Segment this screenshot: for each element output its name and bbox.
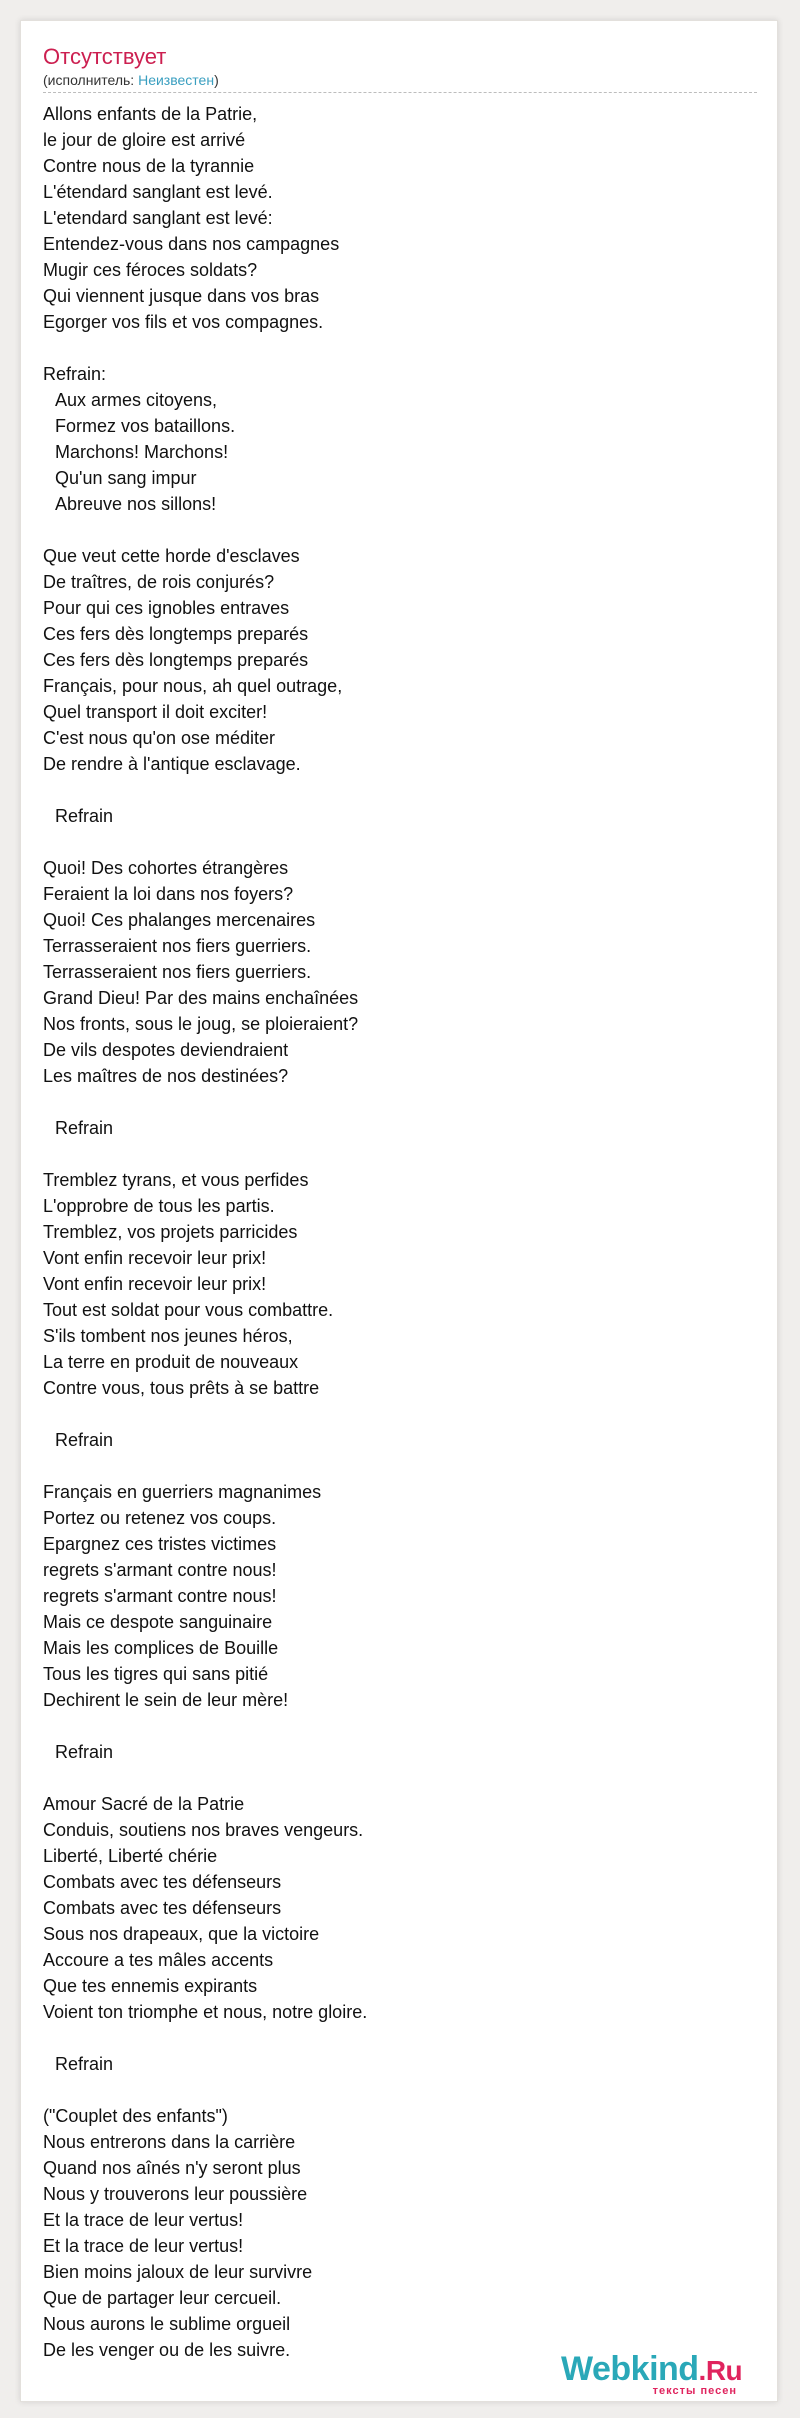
lyric-line: Refrain	[55, 1118, 114, 1138]
lyric-line: Amour Sacré de la Patrie	[43, 1794, 245, 1814]
artist-line	[43, 71, 219, 89]
lyric-line	[43, 2025, 757, 2051]
lyric-line: De vils despotes deviendraient	[43, 1040, 289, 1060]
lyric-line: Qui viennent jusque dans vos bras	[43, 286, 320, 306]
lyric-line: Quel transport il doit exciter!	[43, 702, 268, 722]
lyric-line	[43, 1401, 757, 1427]
lyric-line: Que de partager leur cercueil.	[43, 2288, 282, 2308]
lyric-line	[43, 335, 757, 361]
lyric-line: De rendre à l'antique esclavage.	[43, 754, 301, 774]
lyric-line: Allons enfants de la Patrie,	[43, 104, 258, 124]
lyric-line: Formez vos bataillons.	[55, 416, 236, 436]
lyric-line: Liberté, Liberté chérie	[43, 1846, 218, 1866]
lyric-line	[43, 777, 757, 803]
lyric-line: Combats avec tes défenseurs	[43, 1872, 282, 1892]
lyric-line: Feraient la loi dans nos foyers?	[43, 884, 294, 904]
lyric-line: Mais ce despote sanguinaire	[43, 1612, 273, 1632]
lyric-line: C'est nous qu'on ose méditer	[43, 728, 276, 748]
lyric-line: Quoi! Des cohortes étrangères	[43, 858, 289, 878]
lyric-line: Aux armes citoyens,	[55, 390, 218, 410]
lyric-line: Combats avec tes défenseurs	[43, 1898, 282, 1918]
lyric-line: Pour qui ces ignobles entraves	[43, 598, 290, 618]
lyric-line: Marchons! Marchons!	[55, 442, 229, 462]
lyric-line: Nous y trouverons leur poussière	[43, 2184, 308, 2204]
lyric-line: Contre vous, tous prêts à se battre	[43, 1378, 320, 1398]
lyric-line: Français, pour nous, ah quel outrage,	[43, 676, 343, 696]
lyric-line: Nous aurons le sublime orgueil	[43, 2314, 291, 2334]
artist-link[interactable]: Неизвестен	[138, 72, 215, 88]
lyric-line: Terrasseraient nos fiers guerriers.	[43, 936, 312, 956]
lyric-line: Sous nos drapeaux, que la victoire	[43, 1924, 320, 1944]
lyric-line: Entendez-vous dans nos campagnes	[43, 234, 340, 254]
lyric-line: Tremblez, vos projets parricides	[43, 1222, 298, 1242]
lyric-line: Epargnez ces tristes victimes	[43, 1534, 277, 1554]
lyric-line: Et la trace de leur vertus!	[43, 2210, 244, 2230]
lyric-line: Portez ou retenez vos coups.	[43, 1508, 277, 1528]
logo-main: Webkind	[561, 2350, 699, 2388]
lyric-line: Nous entrerons dans la carrière	[43, 2132, 296, 2152]
lyric-line: Refrain:	[43, 364, 107, 384]
lyric-line: le jour de gloire est arrivé	[43, 130, 246, 150]
logo-suffix: .Ru	[698, 2355, 743, 2386]
lyric-line: regrets s'armant contre nous!	[43, 1560, 277, 1580]
divider	[43, 92, 757, 93]
lyric-line	[43, 829, 757, 855]
lyric-line: Mugir ces féroces soldats?	[43, 260, 258, 280]
lyric-line: Ces fers dès longtemps preparés	[43, 624, 309, 644]
webkind-logo[interactable]	[561, 2349, 751, 2397]
lyric-line: Mais les complices de Bouille	[43, 1638, 279, 1658]
song-title: Отсутствует	[43, 44, 167, 69]
lyric-line	[43, 1141, 757, 1167]
lyric-line: Conduis, soutiens nos braves vengeurs.	[43, 1820, 364, 1840]
lyric-line: Grand Dieu! Par des mains enchaînées	[43, 988, 359, 1008]
lyric-line: Français en guerriers magnanimes	[43, 1482, 322, 1502]
lyric-line: S'ils tombent nos jeunes héros,	[43, 1326, 293, 1346]
lyric-line: L'opprobre de tous les partis.	[43, 1196, 275, 1216]
logo-tagline: тексты песен	[652, 2385, 737, 2397]
lyric-line: Refrain	[55, 1430, 114, 1450]
lyric-line: Tous les tigres qui sans pitié	[43, 1664, 269, 1684]
lyric-line: ("Couplet des enfants")	[43, 2106, 228, 2126]
lyric-line: De traîtres, de rois conjurés?	[43, 572, 275, 592]
lyric-line: Refrain	[55, 806, 114, 826]
lyrics-body	[43, 101, 757, 2363]
lyric-line: regrets s'armant contre nous!	[43, 1586, 277, 1606]
lyric-line: Et la trace de leur vertus!	[43, 2236, 244, 2256]
lyric-line: De les venger ou de les suivre.	[43, 2340, 291, 2360]
lyric-line: Tremblez tyrans, et vous perfides	[43, 1170, 309, 1190]
lyric-line: Que veut cette horde d'esclaves	[43, 546, 300, 566]
lyric-line: Egorger vos fils et vos compagnes.	[43, 312, 324, 332]
lyric-line	[43, 517, 757, 543]
lyric-line: L'etendard sanglant est levé:	[43, 208, 273, 228]
lyric-line	[43, 2077, 757, 2103]
lyric-line: La terre en produit de nouveaux	[43, 1352, 299, 1372]
lyric-line: Vont enfin recevoir leur prix!	[43, 1274, 267, 1294]
lyric-line	[43, 1089, 757, 1115]
lyric-line: Contre nous de la tyrannie	[43, 156, 255, 176]
lyric-line: Quand nos aînés n'y seront plus	[43, 2158, 301, 2178]
lyric-line: L'étendard sanglant est levé.	[43, 182, 273, 202]
lyric-line: Bien moins jaloux de leur survivre	[43, 2262, 313, 2282]
lyric-line: Voient ton triomphe et nous, notre gloire.	[43, 2002, 368, 2022]
artist-suffix: )	[214, 72, 219, 88]
lyric-line: Terrasseraient nos fiers guerriers.	[43, 962, 312, 982]
lyric-line: Refrain	[55, 2054, 114, 2074]
lyric-line: Nos fronts, sous le joug, se ploieraient?	[43, 1014, 359, 1034]
lyric-line: Refrain	[55, 1742, 114, 1762]
artist-prefix: (исполнитель:	[43, 72, 139, 88]
lyric-line: Accoure a tes mâles accents	[43, 1950, 274, 1970]
lyric-line: Les maîtres de nos destinées?	[43, 1066, 289, 1086]
lyric-line: Vont enfin recevoir leur prix!	[43, 1248, 267, 1268]
lyric-line: Quoi! Ces phalanges mercenaires	[43, 910, 316, 930]
lyric-line: Que tes ennemis expirants	[43, 1976, 258, 1996]
lyric-line	[43, 1765, 757, 1791]
lyric-line: Dechirent le sein de leur mère!	[43, 1690, 289, 1710]
lyric-line: Ces fers dès longtemps preparés	[43, 650, 309, 670]
lyric-line: Abreuve nos sillons!	[55, 494, 217, 514]
lyric-line: Qu'un sang impur	[55, 468, 197, 488]
lyric-line: Tout est soldat pour vous combattre.	[43, 1300, 334, 1320]
lyric-line	[43, 1453, 757, 1479]
lyric-line	[43, 1713, 757, 1739]
lyrics-page	[20, 20, 778, 2402]
